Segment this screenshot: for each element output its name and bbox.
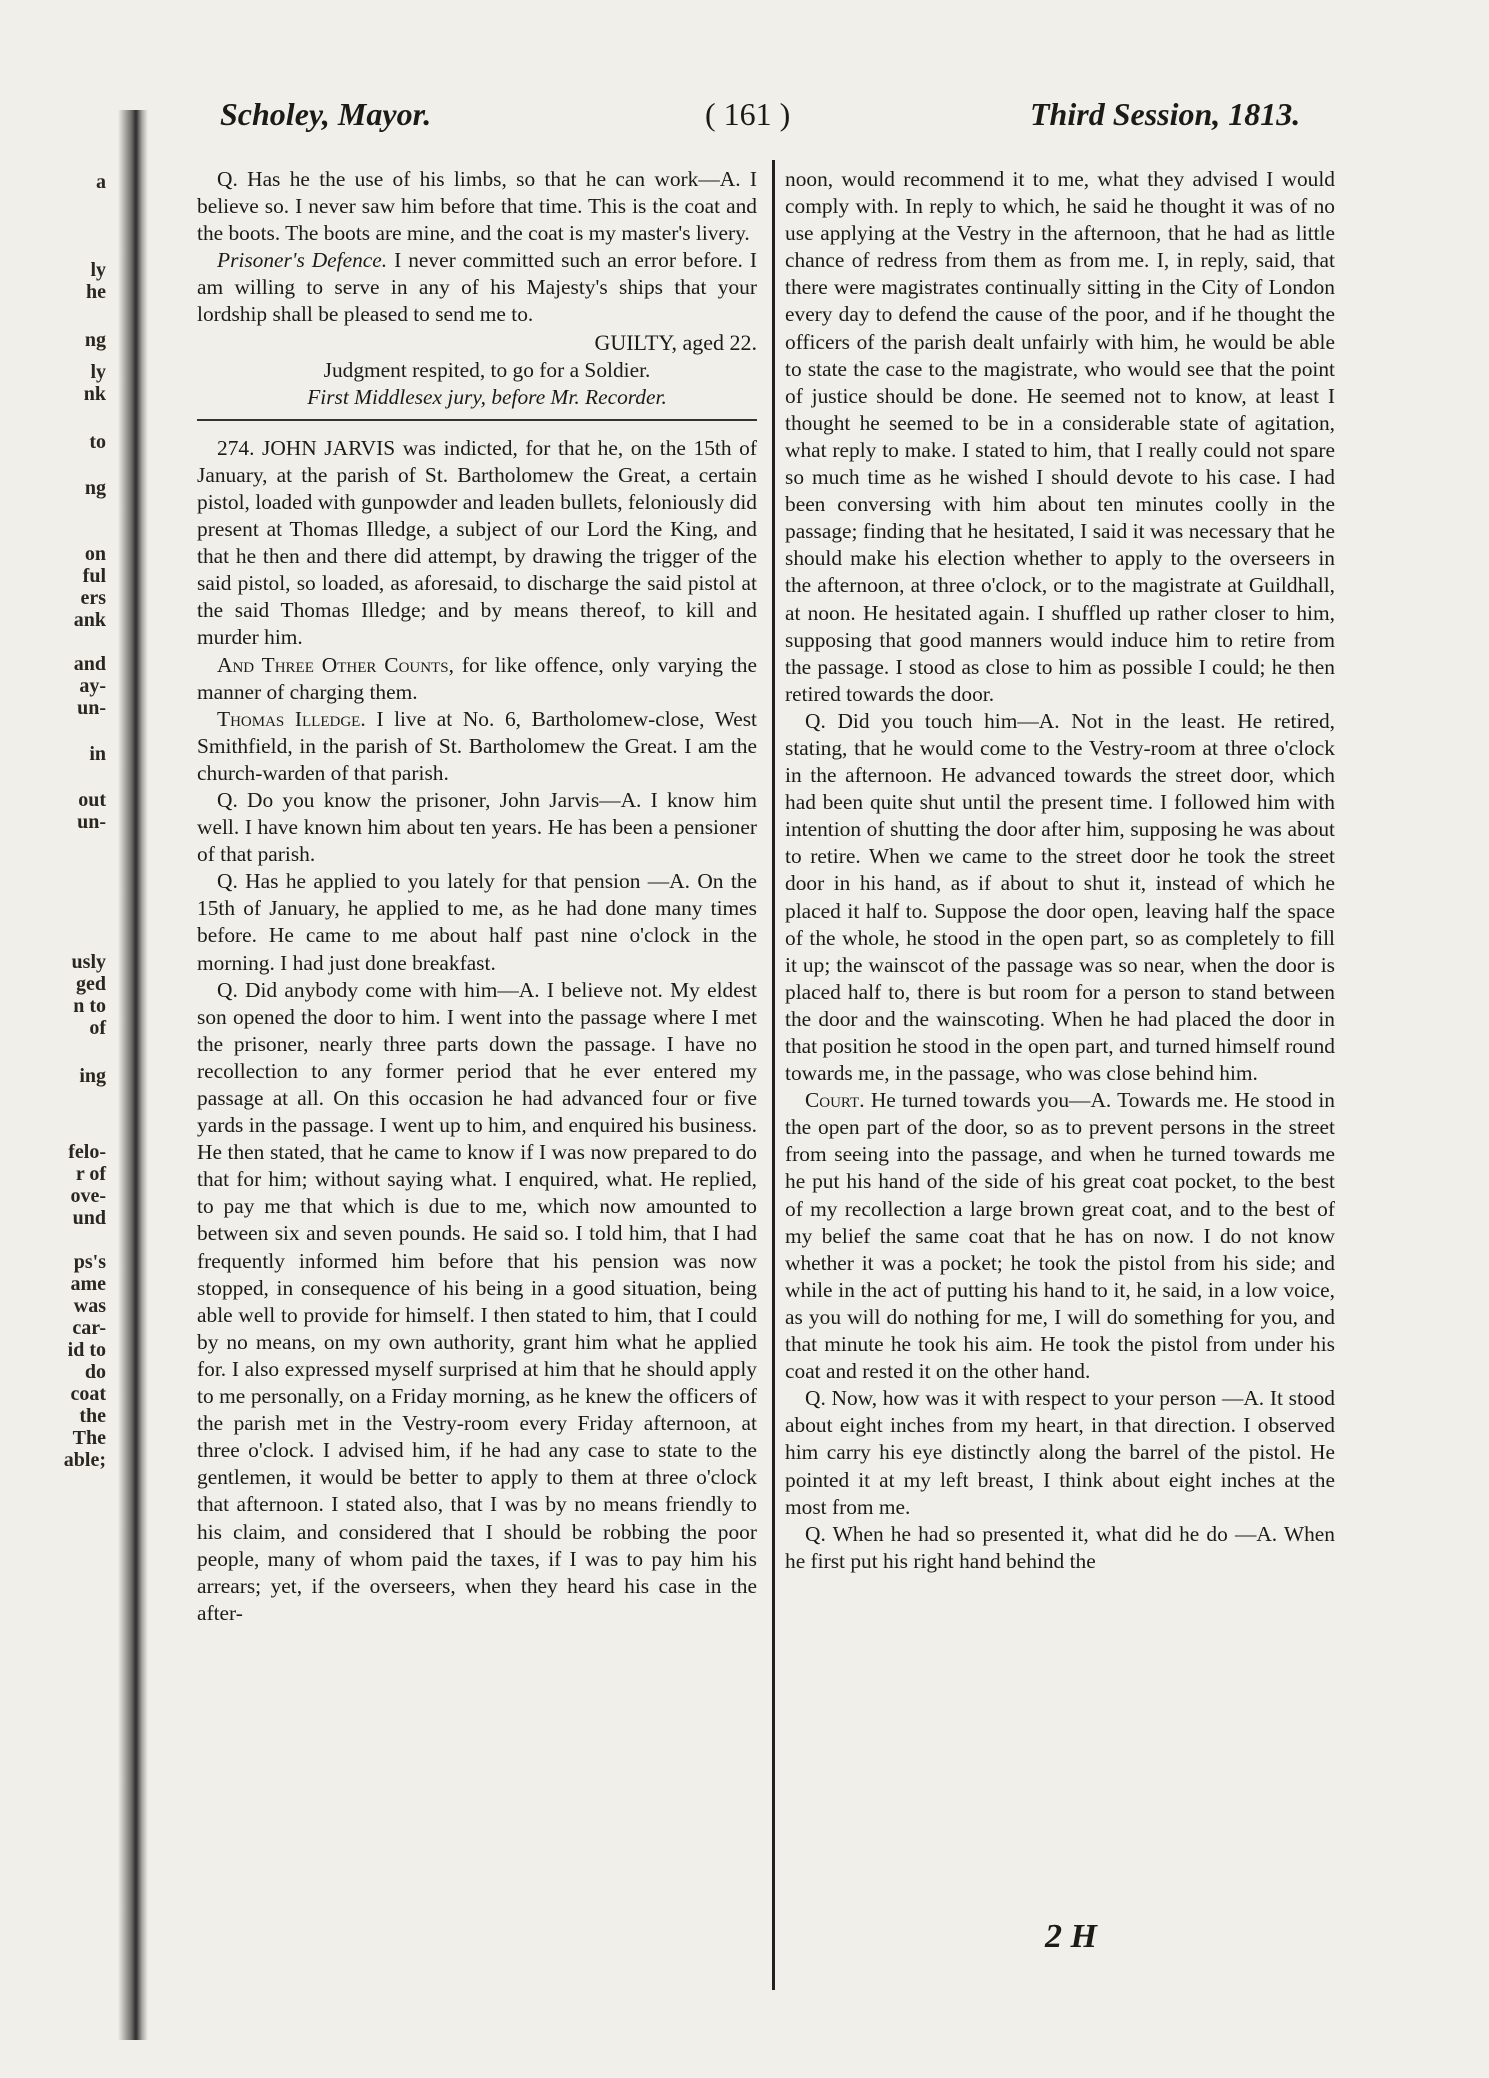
paragraph-witness	[197, 706, 757, 787]
margin-fragment: ove-	[70, 1185, 106, 1207]
paragraph-indictment: 274. JOHN JARVIS was indicted, for that he, on the 15th of January, at the parish of St. Bartholomew the Great, a certain pistol, loaded with gunpowder and leaden bullets, feloniously did present at Thomas Illedge, a subject of our Lord the King, and that he then and there did attempt, by drawing the trigger of the said pistol, so loaded, as aforesaid, to discharge the said pistol at the said Thomas Illedge; and by means thereof, to kill and murder him.	[197, 435, 757, 650]
margin-fragment: and	[73, 653, 106, 675]
margin-fragment: ank	[73, 609, 106, 631]
margin-fragment: un-	[77, 811, 106, 833]
margin-fragment: was	[73, 1295, 106, 1317]
margin-fragment: ful	[82, 565, 106, 587]
margin-fragment: n to	[73, 995, 106, 1017]
defence-text: I never committed such an error before. I am willing to serve in any of his Majesty's ships that your lordship shall be pleased to send me to.	[197, 248, 757, 327]
case-separator	[197, 419, 757, 421]
margin-fragment: un-	[77, 697, 106, 719]
margin-fragment: ly	[90, 361, 106, 383]
paragraph-counts	[197, 652, 757, 706]
margin-fragment: ay-	[79, 675, 106, 697]
margin-fragment: ing	[79, 1065, 106, 1087]
margin-fragment: The	[72, 1427, 106, 1449]
court-text: He turned towards you—A. Towards me. He stood in the open part of the door, so as to prevent persons in the street from seeing into the passage, and when he turned towards me he put his hand of the side of his great coat pocket, to the best of my recollection a large brown great coat, and to the best of my belief the same coat that he has on now. I do not know whether it was a pocket; he took the pistol from his side; and while in the act of putting his hand to it, he said, in a low voice, as you will do nothing for me, I will do something for you, and that minute he took his aim. He took the pistol from under his coat and rested it on the other hand.	[785, 1088, 1335, 1384]
margin-fragment: a	[96, 171, 106, 193]
counts-text: for like offence, only varying the manner of charging them.	[197, 652, 757, 704]
paragraph-court	[785, 1087, 1335, 1385]
judgment: Judgment respited, to go for a Soldier.	[323, 357, 651, 382]
verdict: GUILTY, aged 22.	[594, 329, 757, 355]
paragraph-q-applied: Q. Has he applied to you lately for that pension —A. On the 15th of January, he applied to me, as he had done many times before. He came to me about half past nine o'clock in the morning. I had just done breakfast.	[197, 869, 757, 975]
binding-shadow	[118, 110, 148, 2040]
paragraph-q-touch: Q. Did you touch him—A. Not in the least. He retired, stating, that he would come to the Vestry-room at three o'clock in the afternoon. He advanced towards the street door, which had been quite shut until the present time. I followed him with intention of shutting the door after him, supposing he was about to retire. When we came to the street door he took the street door in his hand, as if about to shut it, instead of which he placed it half to. Suppose the door open, leaving half the space of the whole, he stood in the open part, so as completely to fill it up; the wainscot of the passage was so near, when the door is placed half to, there is but room for a person to stand between the door and the wainscoting. When he had placed the door in that position he stood in the open part, and turned himself round towards me, in the passage, who was close behind him.	[785, 708, 1335, 1086]
witness-label: Thomas Illedge.	[217, 706, 366, 731]
margin-fragment: car-	[72, 1317, 106, 1339]
margin-fragment: out	[78, 789, 106, 811]
margin-fragment: to	[89, 431, 106, 453]
margin-fragment: id to	[67, 1339, 106, 1361]
paragraph-q-limbs: Q. Has he the use of his limbs, so that he can work—A. I believe so. I never saw him before that time. This is the coat and the boots. The boots are mine, and the coat is my master's livery.	[197, 167, 757, 246]
margin-fragment: ly	[90, 259, 106, 281]
margin-fragment: nk	[83, 383, 106, 405]
right-column	[785, 166, 1335, 1575]
page-number: ( 161 )	[705, 96, 791, 132]
margin-fragment: do	[84, 1361, 106, 1383]
header-session: Third Session, 1813.	[1030, 96, 1301, 132]
paragraph-continuation: noon, would recommend it to me, what they advised I would comply with. In reply to which, he said he thought it was of no use applying at the Vestry in the afternoon, that he had as little chance of redress from them as from me. I, in reply, said, that there were magistrates continually sitting in the City of London every day to defend the cause of the poor, and if he thought the officers of the parish dealt unfairly with him, he would be able to state the case to the magistrate, who would see that the point of justice should be done. He seemed not to know, at least I thought he seemed to be in a considerable state of agitation, what reply to make. I stated to him, that I really could not spare so much time as he wished I should devote to his case. I had been conversing with him about ten minutes coolly in the passage; finding that he hesitated, I said it was necessary that he should make his election whether to apply to the overseers in the afternoon, at three o'clock, or to the magistrate at Guildhall, at noon. He hesitated again. I shuffled up rather closer to him, supposing that good manners would induce him to retire from the passage. I stood as close to him as possible I could; he then retired towards the door.	[785, 167, 1335, 706]
margin-fragment: usly	[71, 951, 106, 973]
margin-fragment: coat	[70, 1383, 106, 1405]
paragraph-q-now: Q. Now, how was it with respect to your person —A. It stood about eight inches from my heart, in that direction. I observed him carry his eye distinctly along the barrel of the pistol. He pointed it at my left breast, I think about eight inches at the most from me.	[785, 1386, 1335, 1519]
margin-fragment: in	[89, 743, 106, 765]
paragraph-q-know: Q. Do you know the prisoner, John Jarvis—A. I know him well. I have known him about ten years. He has been a pensioner of that parish.	[197, 787, 757, 867]
defence-label: Prisoner's Defence.	[217, 248, 388, 273]
left-margin-bleedthrough	[0, 150, 110, 2050]
paragraph-q-anybody: Q. Did anybody come with him—A. I believe not. My eldest son opened the door to him. I went into the passage where I met the prisoner, nearly three parts down the passage. I have no recollection to any former period that he ever entered my passage at all. On this occasion he had advanced four or five yards in the passage. I went up to him, and enquired his business. He then stated, that he came to know if I was now prepared to do that for him; without saying what. I enquired, what. He replied, to pay me that which is due to me, which now amounted to between six and seven pounds. He said so. I told him, that I had frequently informed him before that his pension was now stopped, in consequence of his being in a good situation, being able well to provide for himself. I then stated to him, that I could by no means, on my own authority, grant him what he applied for. I also expressed myself surprised at him that he should apply to me personally, on a Friday morning, as he knew the officers of the parish met in the Vestry-room every Friday afternoon, at three o'clock. I advised him, if he had any case to state to the gentlemen, it would be better to apply to them at three o'clock that afternoon. I stated also, that I was by no means friendly to his claim, and considered that I should be robbing the poor people, many of whom paid the taxes, if I was to pay him his arrears; yet, if the overseers, when they heard his case in the after-	[197, 977, 757, 1625]
margin-fragment: und	[72, 1207, 106, 1229]
margin-fragment: on	[84, 543, 106, 565]
margin-fragment: he	[86, 281, 106, 303]
paragraph-q-when: Q. When he had so presented it, what did he do —A. When he first put his right hand behind the	[785, 1521, 1335, 1573]
counts-label: And Three Other Counts,	[217, 652, 454, 677]
header-mayor: Scholey, Mayor.	[220, 96, 432, 132]
margin-fragment: of	[89, 1017, 106, 1039]
margin-fragment: r of	[75, 1163, 106, 1185]
signature-mark: 2 H	[1045, 1918, 1097, 1955]
left-column	[197, 166, 757, 1627]
witness-text: I live at No. 6, Bartholomew-close, West Smithfield, in the parish of St. Bartholomew the Great. I am the church-warden of that parish.	[197, 706, 757, 785]
page-header	[220, 96, 1320, 142]
paragraph-defence	[197, 247, 757, 328]
margin-fragment: ng	[84, 329, 106, 351]
margin-fragment: felo-	[68, 1141, 106, 1163]
jury-note: First Middlesex jury, before Mr. Recorder.	[307, 384, 667, 409]
margin-fragment: ng	[84, 477, 106, 499]
margin-fragment: ged	[76, 973, 106, 995]
margin-fragment: the	[79, 1405, 106, 1427]
court-label: Court.	[805, 1088, 865, 1113]
column-divider	[772, 160, 775, 1990]
margin-fragment: able;	[63, 1449, 106, 1471]
margin-fragment: ps's	[73, 1251, 106, 1273]
margin-fragment: ame	[70, 1273, 106, 1295]
margin-fragment: ers	[80, 587, 106, 609]
